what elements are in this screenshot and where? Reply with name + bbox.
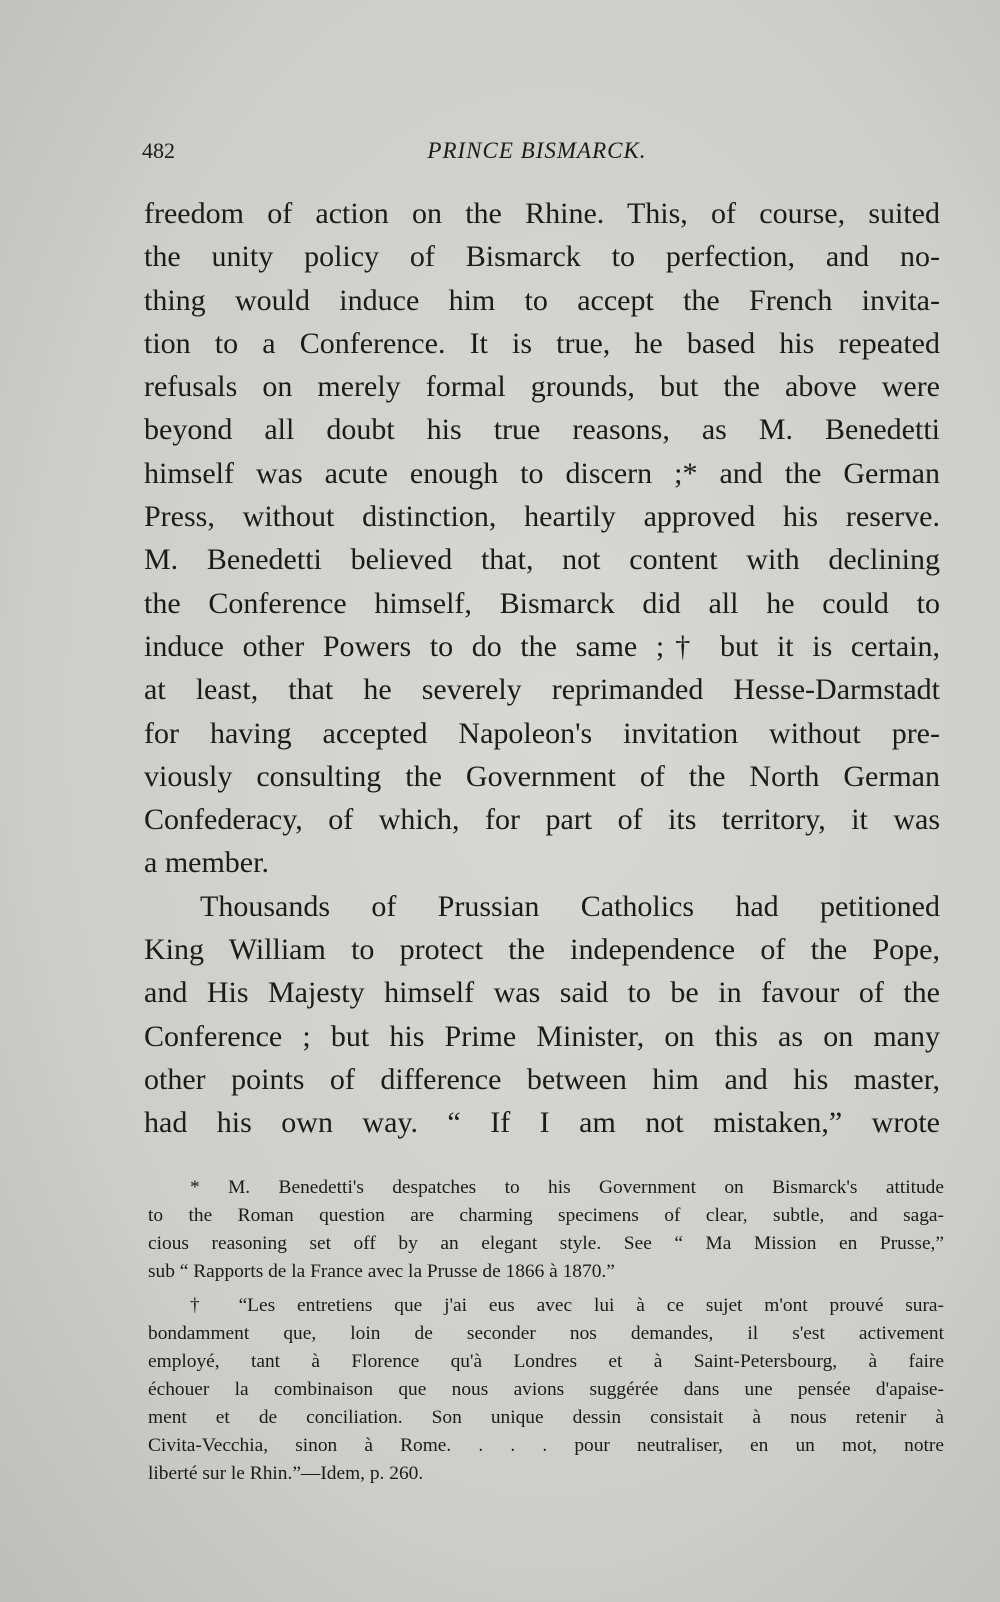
footnote-line: to the Roman question are charming specimens of clear, subtle, and saga-	[148, 1205, 944, 1226]
body-line: thing would induce him to accept the French invita-	[144, 283, 940, 317]
body-line: and His Majesty himself was said to be in favour of the	[144, 976, 940, 1010]
body-line: M. Benedetti believed that, not content with declining	[144, 543, 940, 577]
body-line: at least, that he severely reprimanded Hesse-Darmstadt	[144, 673, 940, 707]
body-line: beyond all doubt his true reasons, as M. Benedetti	[144, 413, 940, 447]
body-line: the Conference himself, Bismarck did all he could to	[144, 586, 940, 620]
footnote-line: * M. Benedetti's despatches to his Government on Bismarck's attitude	[190, 1177, 944, 1198]
body-line: King William to protect the independence of the Pope,	[144, 933, 940, 967]
footnotes	[148, 1174, 944, 1488]
body-line: Conference ; but his Prime Minister, on this as on many	[144, 1019, 940, 1053]
body-line: tion to a Conference. It is true, he based his repeated	[144, 326, 940, 360]
running-title: PRINCE BISMARCK.	[427, 138, 647, 163]
footnote-line: sub “ Rapports de la France avec la Prusse de 1866 à 1870.”	[148, 1261, 615, 1282]
body-line: Thousands of Prussian Catholics had petitioned	[200, 889, 940, 923]
body-line: refusals on merely formal grounds, but the above were	[144, 370, 940, 404]
footnote-line: ment et de conciliation. Son unique dessin consistait à nous retenir à	[148, 1407, 944, 1428]
body-line: for having accepted Napoleon's invitation without pre-	[144, 716, 940, 750]
footnote-line: cious reasoning set off by an elegant style. See “ Ma Mission en Prusse,”	[148, 1233, 944, 1254]
body-line: a member.	[144, 846, 269, 880]
body-line: other points of difference between him and his master,	[144, 1062, 940, 1096]
footnote-asterisk	[148, 1174, 944, 1286]
body-line: Confederacy, of which, for part of its territory, it was	[144, 803, 940, 837]
body-line: the unity policy of Bismarck to perfection, and no-	[144, 240, 940, 274]
footnote-line: échouer la combinaison que nous avions suggérée dans une pensée d'apaise-	[148, 1379, 944, 1400]
page-number: 482	[142, 138, 175, 163]
body-line: freedom of action on the Rhine. This, of course, suited	[144, 197, 940, 230]
footnote-line: † “Les entretiens que j'ai eus avec lui à ce sujet m'ont prouvé sura-	[190, 1295, 944, 1316]
footnote-line: liberté sur le Rhin.”—Idem, p. 260.	[148, 1463, 424, 1484]
body-line: himself was acute enough to discern ;* and the German	[144, 456, 940, 490]
body-line: viously consulting the Government of the North German	[144, 759, 940, 793]
running-head	[142, 138, 932, 168]
footnote-line: bondamment que, loin de seconder nos demandes, il s'est activement	[148, 1323, 944, 1344]
footnote-dagger	[148, 1292, 944, 1488]
body-line: had his own way. “ If I am not mistaken,” wrote	[144, 1106, 940, 1140]
body-line: Press, without distinction, heartily approved his reserve.	[144, 500, 940, 534]
body-line: induce other Powers to do the same ;† but it is certain,	[144, 629, 940, 663]
footnote-line: Civita-Vecchia, sinon à Rome. . . . pour neutraliser, en un mot, notre	[148, 1435, 944, 1456]
footnote-line: employé, tant à Florence qu'à Londres et à Saint-Petersbourg, à faire	[148, 1351, 944, 1372]
body-text	[144, 192, 940, 1145]
